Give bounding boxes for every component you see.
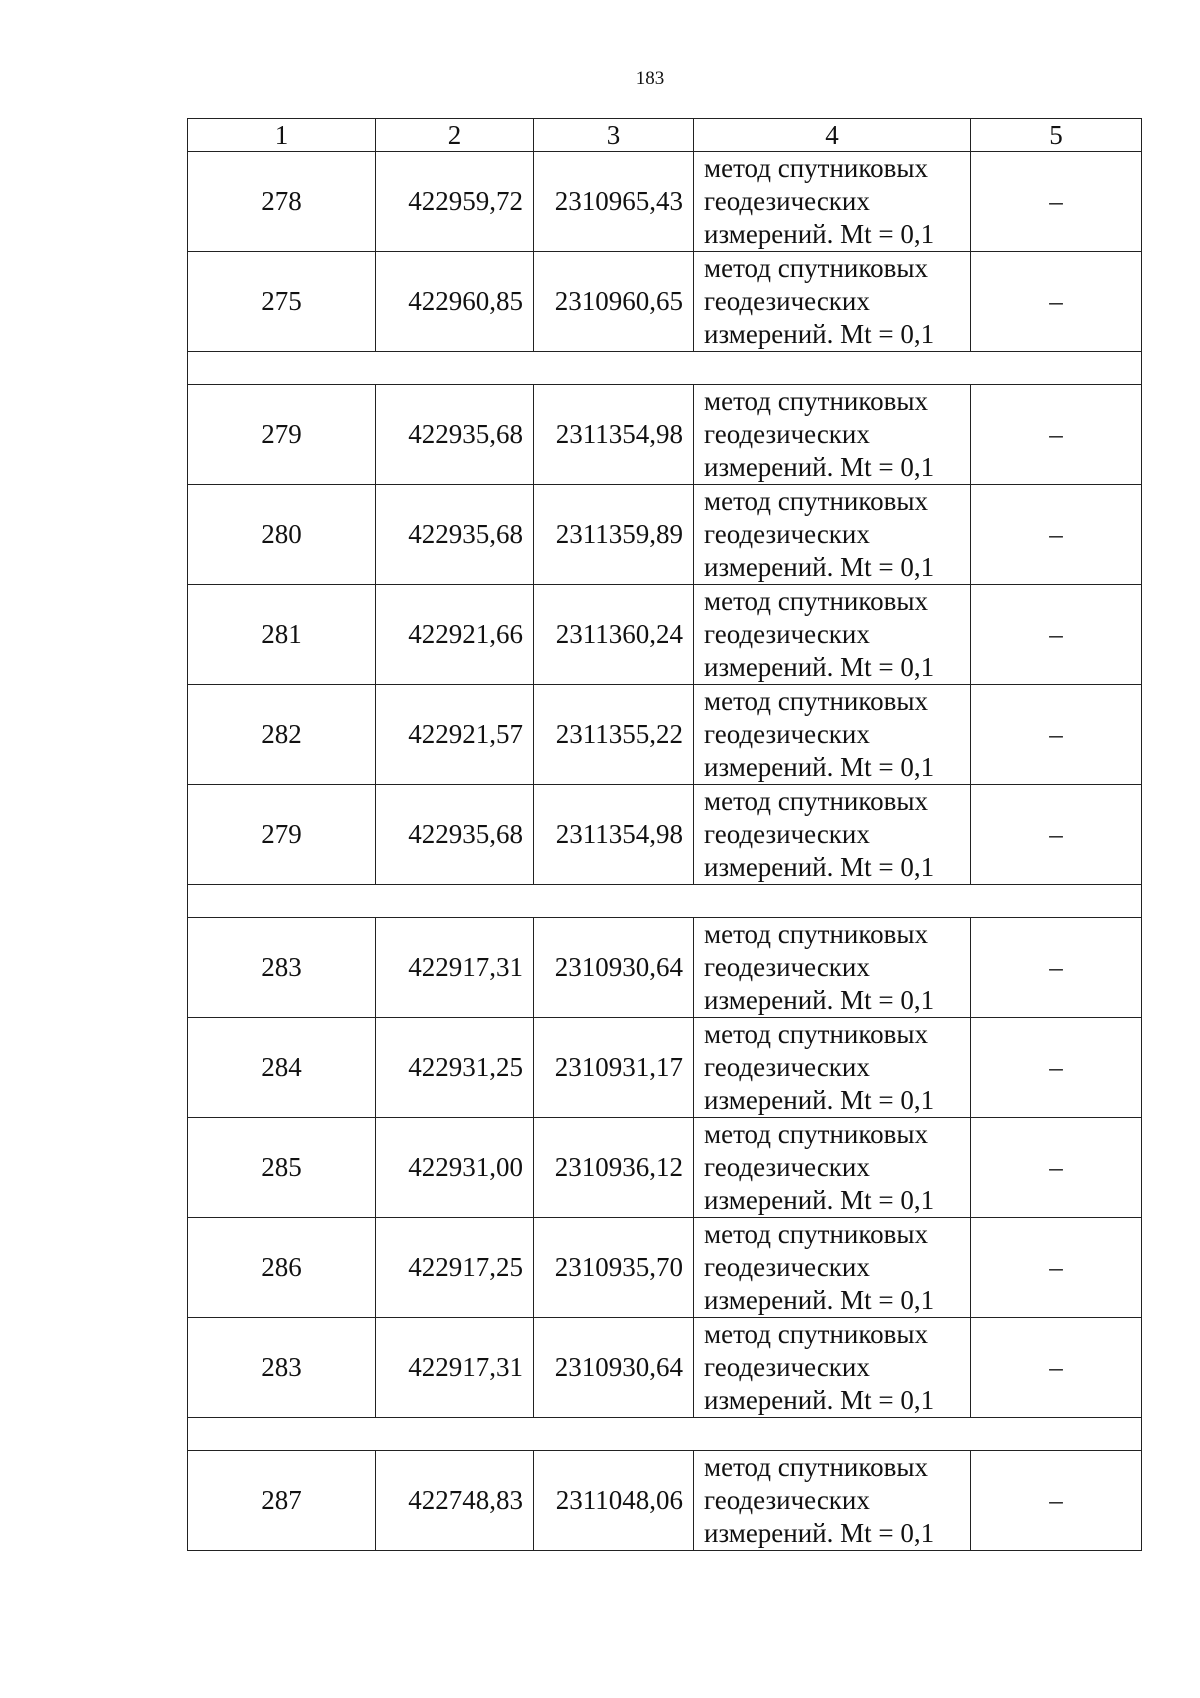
method-line: метод спутниковых [704, 686, 928, 716]
method-line: геодезических [704, 619, 870, 649]
coordinate-x-cell: 422960,85 [376, 252, 534, 352]
table-row [188, 485, 1142, 585]
description-cell: – [971, 485, 1142, 585]
method-cell [694, 385, 971, 485]
coordinate-y-cell: 2311355,22 [534, 685, 694, 785]
method-line: геодезических [704, 519, 870, 549]
method-line: измерений. Mt = 0,1 [704, 852, 935, 882]
point-number-cell: 285 [188, 1118, 376, 1218]
method-cell [694, 485, 971, 585]
method-cell [694, 1318, 971, 1418]
method-cell [694, 785, 971, 885]
header-row [188, 119, 1142, 152]
point-number-cell: 278 [188, 152, 376, 252]
point-number-cell: 287 [188, 1451, 376, 1551]
header-cell-2: 2 [376, 119, 534, 152]
coordinate-x-cell: 422921,66 [376, 585, 534, 685]
method-line: измерений. Mt = 0,1 [704, 552, 935, 582]
coordinate-x-cell: 422935,68 [376, 785, 534, 885]
coordinate-y-cell: 2310960,65 [534, 252, 694, 352]
method-line: геодезических [704, 1252, 870, 1282]
coordinate-y-cell: 2311354,98 [534, 385, 694, 485]
section-separator-cell [188, 885, 1142, 918]
description-cell: – [971, 685, 1142, 785]
coordinate-y-cell: 2311048,06 [534, 1451, 694, 1551]
method-cell [694, 1118, 971, 1218]
table-row [188, 785, 1142, 885]
method-line: геодезических [704, 286, 870, 316]
coordinate-y-cell: 2311354,98 [534, 785, 694, 885]
method-line: измерений. Mt = 0,1 [704, 1085, 935, 1115]
table-row [188, 918, 1142, 1018]
method-line: измерений. Mt = 0,1 [704, 219, 935, 249]
method-line: геодезических [704, 719, 870, 749]
section-separator-cell [188, 352, 1142, 385]
method-line: геодезических [704, 1485, 870, 1515]
table-row [188, 1451, 1142, 1551]
description-cell: – [971, 1218, 1142, 1318]
method-line: измерений. Mt = 0,1 [704, 752, 935, 782]
method-line: геодезических [704, 952, 870, 982]
description-cell: – [971, 785, 1142, 885]
method-line: измерений. Mt = 0,1 [704, 1285, 935, 1315]
table-row [188, 685, 1142, 785]
coordinate-x-cell: 422917,31 [376, 918, 534, 1018]
method-cell [694, 685, 971, 785]
method-line: метод спутниковых [704, 586, 928, 616]
method-line: измерений. Mt = 0,1 [704, 452, 935, 482]
method-line: метод спутниковых [704, 919, 928, 949]
coordinate-x-cell: 422917,31 [376, 1318, 534, 1418]
page-number: 183 [635, 68, 665, 89]
description-cell: – [971, 1318, 1142, 1418]
method-line: измерений. Mt = 0,1 [704, 652, 935, 682]
method-cell [694, 252, 971, 352]
method-cell [694, 1018, 971, 1118]
point-number-cell: 284 [188, 1018, 376, 1118]
coordinate-y-cell: 2310936,12 [534, 1118, 694, 1218]
method-line: метод спутниковых [704, 1319, 928, 1349]
coordinate-x-cell: 422921,57 [376, 685, 534, 785]
description-cell: – [971, 152, 1142, 252]
coordinate-x-cell: 422748,83 [376, 1451, 534, 1551]
method-line: метод спутниковых [704, 1019, 928, 1049]
point-number-cell: 281 [188, 585, 376, 685]
coordinates-table [187, 118, 1142, 1551]
description-cell: – [971, 252, 1142, 352]
method-line: геодезических [704, 1052, 870, 1082]
coordinate-y-cell: 2310930,64 [534, 918, 694, 1018]
method-line: измерений. Mt = 0,1 [704, 1518, 935, 1548]
table-row [188, 585, 1142, 685]
table-row [188, 152, 1142, 252]
header-cell-3: 3 [534, 119, 694, 152]
coordinate-x-cell: 422931,00 [376, 1118, 534, 1218]
description-cell: – [971, 1018, 1142, 1118]
point-number-cell: 280 [188, 485, 376, 585]
table-row [188, 1118, 1142, 1218]
method-line: геодезических [704, 419, 870, 449]
method-line: геодезических [704, 1352, 870, 1382]
section-separator-cell [188, 1418, 1142, 1451]
description-cell: – [971, 918, 1142, 1018]
point-number-cell: 275 [188, 252, 376, 352]
method-cell [694, 152, 971, 252]
coordinate-x-cell: 422935,68 [376, 385, 534, 485]
method-line: метод спутниковых [704, 386, 928, 416]
method-line: геодезических [704, 186, 870, 216]
table-row [188, 1318, 1142, 1418]
table-row [188, 252, 1142, 352]
description-cell: – [971, 1118, 1142, 1218]
method-line: геодезических [704, 1152, 870, 1182]
method-cell [694, 1218, 971, 1318]
coordinate-y-cell: 2310935,70 [534, 1218, 694, 1318]
section-separator-row [188, 885, 1142, 918]
description-cell: – [971, 585, 1142, 685]
table-row [188, 1218, 1142, 1318]
header-cell-4: 4 [694, 119, 971, 152]
method-line: геодезических [704, 819, 870, 849]
coordinate-y-cell: 2310965,43 [534, 152, 694, 252]
coordinate-x-cell: 422931,25 [376, 1018, 534, 1118]
method-line: метод спутниковых [704, 153, 928, 183]
method-line: метод спутниковых [704, 1452, 928, 1482]
point-number-cell: 279 [188, 785, 376, 885]
point-number-cell: 283 [188, 918, 376, 1018]
description-cell: – [971, 1451, 1142, 1551]
point-number-cell: 279 [188, 385, 376, 485]
method-line: измерений. Mt = 0,1 [704, 985, 935, 1015]
table-row [188, 385, 1142, 485]
section-separator-row [188, 352, 1142, 385]
table-row [188, 1018, 1142, 1118]
coordinate-x-cell: 422917,25 [376, 1218, 534, 1318]
method-cell [694, 1451, 971, 1551]
method-cell [694, 918, 971, 1018]
method-line: метод спутниковых [704, 486, 928, 516]
method-line: измерений. Mt = 0,1 [704, 1385, 935, 1415]
description-cell: – [971, 385, 1142, 485]
table-body [188, 119, 1142, 1551]
header-cell-1: 1 [188, 119, 376, 152]
point-number-cell: 286 [188, 1218, 376, 1318]
method-line: метод спутниковых [704, 253, 928, 283]
point-number-cell: 282 [188, 685, 376, 785]
coordinate-y-cell: 2311359,89 [534, 485, 694, 585]
coordinate-y-cell: 2310931,17 [534, 1018, 694, 1118]
method-cell [694, 585, 971, 685]
section-separator-row [188, 1418, 1142, 1451]
method-line: измерений. Mt = 0,1 [704, 1185, 935, 1215]
coordinate-y-cell: 2310930,64 [534, 1318, 694, 1418]
method-line: метод спутниковых [704, 1119, 928, 1149]
point-number-cell: 283 [188, 1318, 376, 1418]
method-line: метод спутниковых [704, 786, 928, 816]
method-line: измерений. Mt = 0,1 [704, 319, 935, 349]
coordinate-x-cell: 422959,72 [376, 152, 534, 252]
coordinate-x-cell: 422935,68 [376, 485, 534, 585]
method-line: метод спутниковых [704, 1219, 928, 1249]
coordinate-y-cell: 2311360,24 [534, 585, 694, 685]
header-cell-5: 5 [971, 119, 1142, 152]
